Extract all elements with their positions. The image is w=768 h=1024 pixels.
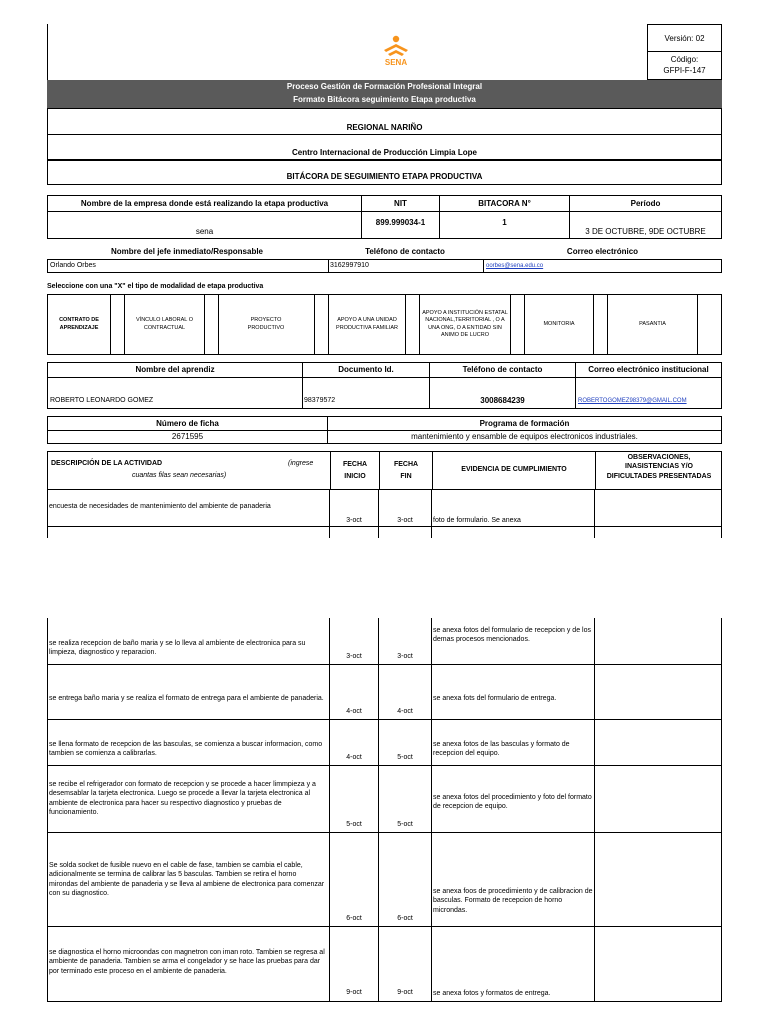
activity-end-date: 9-oct <box>397 989 413 996</box>
activity-end-date: 5-oct <box>397 754 413 761</box>
ficha-header: Número de ficha <box>156 419 219 428</box>
centro-row <box>47 134 722 160</box>
row1-sep-3 <box>431 490 432 538</box>
activities-header <box>47 451 722 490</box>
code-label: Código: <box>670 55 699 64</box>
modality-check-pasantia[interactable] <box>698 295 721 354</box>
bitacora-title: BITÁCORA DE SEGUIMIENTO ETAPA PRODUCTIVA <box>286 172 483 181</box>
act-h-sep-2 <box>379 452 380 489</box>
bitacora-number-value: 1 <box>502 218 507 227</box>
boss-email-link[interactable]: oorbes@sena.edu.co <box>486 263 544 269</box>
banner-line-2: Formato Bitácora seguimiento Etapa productiva <box>293 95 476 104</box>
period-header: Período <box>630 199 661 208</box>
apprentice-phone-header: Teléfono de contacto <box>462 365 543 374</box>
program-table <box>47 416 722 444</box>
centro-text: Centro Internacional de Producción Limpia Lope <box>292 148 477 157</box>
modality-option-proyecto: PROYECTO PRODUCTIVO <box>247 317 285 331</box>
modality-option-pasantia: PASANTIA <box>639 320 666 327</box>
activity-start-date: 5-oct <box>346 821 362 828</box>
activity-end-date: 5-oct <box>397 821 413 828</box>
activity-description: encuesta de necesidades de mantenimiento del ambiente de panaderia <box>49 503 271 510</box>
code-value: GFPI-F-147 <box>663 66 706 75</box>
activity-evidence: foto de formulario. Se anexa <box>433 517 521 524</box>
observations-header: OBSERVACIONES, INASISTENCIAS Y/O DIFICULTADES PRESENTADAS <box>606 454 712 480</box>
p2-row2-bottom <box>47 719 722 720</box>
end-date-header-2: FIN <box>400 473 412 480</box>
p2-sep-4 <box>594 618 595 1002</box>
p2-row4-bottom <box>47 832 722 833</box>
program-value: mantenimiento y ensamble de equipos electronicos industriales. <box>411 432 638 441</box>
modality-check-apoyo-familiar[interactable] <box>406 295 419 354</box>
modality-check-monitoria[interactable] <box>594 295 607 354</box>
row1-bottom <box>47 526 722 527</box>
activity-description: se llena formato de recepcion de las basculas, se comienza a buscar informacion, como tambien se comienza a calibrarlas. <box>49 741 323 758</box>
activity-start-date: 3-oct <box>346 517 362 524</box>
boss-phone-value: 3162997910 <box>330 262 369 269</box>
row1-sep-2 <box>378 490 379 538</box>
banner-line-1: Proceso Gestión de Formación Profesional Integral <box>286 82 483 91</box>
version-box <box>647 24 722 80</box>
activity-end-date: 3-oct <box>397 517 413 524</box>
activity-evidence: se anexa foos de procedimiento y de calibracion de basculas. Formato de recepcion de horno microndas. <box>433 888 593 914</box>
boss-email-header: Correo electrónico <box>566 247 639 256</box>
apprentice-email-link[interactable]: ROBERTOGOMEZ98379@GMAIL.COM <box>578 398 687 404</box>
sena-logo <box>376 34 416 68</box>
program-header: Programa de formación <box>479 419 570 428</box>
header-left-border <box>47 24 48 80</box>
activity-desc-note-a: (ingrese <box>288 460 314 467</box>
start-date-header-1: FECHA <box>342 461 368 468</box>
apprentice-name-value: ROBERTO LEONARDO GOMEZ <box>50 397 154 404</box>
modality-prompt: Seleccione con una "X" el tipo de modalidad de etapa productiva <box>47 283 264 290</box>
modality-option-monitoria: MONITORIA <box>543 320 575 327</box>
activity-end-date: 6-oct <box>397 915 413 922</box>
nit-value: 899.999034-1 <box>375 218 426 227</box>
activity-desc-note-b: cuantas filas sean necesarias) <box>132 472 227 479</box>
boss-sep-2 <box>483 260 484 272</box>
sena-logo-text: SENA <box>384 58 408 67</box>
p2-sep-2 <box>378 618 379 1002</box>
modality-check-vinculo[interactable] <box>205 295 218 354</box>
activity-start-date: 3-oct <box>346 653 362 660</box>
ficha-value: 2671595 <box>171 432 204 441</box>
activities-page2 <box>47 618 722 1002</box>
activity-end-date: 4-oct <box>397 708 413 715</box>
start-date-header-2: INICIO <box>344 473 366 480</box>
activity-evidence: se anexa fotos y formatos de entrega. <box>433 990 551 997</box>
p2-row5-bottom <box>47 926 722 927</box>
apprentice-name-header: Nombre del aprendiz <box>135 365 215 374</box>
regional-text: REGIONAL NARIÑO <box>346 123 423 132</box>
regional-row <box>47 108 722 135</box>
process-banner <box>47 80 722 108</box>
p2-row3-bottom <box>47 765 722 766</box>
p2-border-right <box>721 618 722 1002</box>
p2-sep-3 <box>431 618 432 1002</box>
activity-description: se diagnostica el horno microondas con magnetron con iman roto. Tambien se regresa al ambiente de panaderia. Tambien se arma el congelador y se hace las pruebas para dar por terminado este proceso en el ambiente de panaderia. <box>49 949 325 975</box>
row1-sep-1 <box>329 490 330 538</box>
boss-phone-header: Teléfono de contacto <box>365 247 445 256</box>
company-name-header: Nombre de la empresa donde está realizando la etapa productiva <box>80 199 329 208</box>
modality-option-apoyo-institucion: APOYO A INSTITUCIÓN ESTATAL NACIONAL,TERRITORIAL , O A UNA ONG, O A ENTIDAD SIN ANIMO DE LUCRO <box>422 310 508 338</box>
bitacora-number-header: BITACORA N° <box>478 199 531 208</box>
nit-header: NIT <box>394 199 407 208</box>
p2-border-left <box>47 618 48 1002</box>
apprentice-doc-value: 98379572 <box>304 397 336 404</box>
p2-row6-bottom <box>47 1001 722 1002</box>
activity-row <box>47 490 722 538</box>
activity-evidence: se anexa fotos del formulario de recepcion y de los demas procesos mencionados. <box>433 627 591 644</box>
activity-end-date: 3-oct <box>397 653 413 660</box>
act-h-sep-4 <box>595 452 596 489</box>
modality-check-proyecto[interactable] <box>315 295 328 354</box>
company-name-value: sena <box>195 227 214 236</box>
modality-option-vinculo: VÍNCULO LABORAL O CONTRACTUAL <box>136 317 193 331</box>
activity-description: se entrega baño maria y se realiza el formato de entrega para el ambiente de panaderia. <box>49 695 324 702</box>
apprentice-table <box>47 362 722 409</box>
boss-name-header: Nombre del jefe inmediato/Responsable <box>110 247 264 256</box>
activity-evidence: se anexa fotos del procedimiento y foto del formato de recepcion de equipo. <box>433 794 592 811</box>
bitacora-title-row <box>47 160 722 185</box>
activity-description: se recibe el refrigerador con formato de recepcion y se procede a hacer limmpieza y a desemsablar la tarjeta electronica. Luego se procede a llevar la tarjeta electronica al ambiente de electronica para hacer su respectivo diagnostico y pruebas de funcionamiento. <box>49 781 316 817</box>
apprentice-phone-value: 3008684239 <box>480 396 525 405</box>
apprentice-email-header: Correo electrónico institucional <box>588 365 709 374</box>
mod-sep-4 <box>218 295 219 354</box>
modality-check-contrato[interactable] <box>111 295 124 354</box>
program-header-line <box>48 430 721 431</box>
row1-border-right <box>721 490 722 538</box>
activity-description: se realiza recepcion de baño maria y se lo lleva al ambiente de electronica para su limpieza, diagnostico y reparacion. <box>49 640 306 657</box>
end-date-header-1: FECHA <box>393 461 419 468</box>
period-value: 3 DE OCTUBRE, 9DE OCTUBRE <box>585 227 706 236</box>
activity-start-date: 4-oct <box>346 708 362 715</box>
boss-sep-1 <box>328 260 329 272</box>
boss-row <box>47 259 722 273</box>
modality-option-contrato: CONTRATO DE APRENDIZAJE <box>59 317 99 331</box>
modality-table <box>47 294 722 355</box>
p2-sep-1 <box>329 618 330 1002</box>
row1-sep-4 <box>594 490 595 538</box>
p2-row1-bottom <box>47 664 722 665</box>
activity-start-date: 4-oct <box>346 754 362 761</box>
boss-name-value: Orlando Orbes <box>50 262 96 269</box>
company-table <box>47 195 722 239</box>
row1-border-left <box>47 490 48 538</box>
activity-description: Se solda socket de fusible nuevo en el cable de fase, tambien se cambia el cable, adicionalmente se termina de calibrar las 5 basculas. Tambien se retira el horno mirondas del ambiente de panaderia y se lleva al ambiene de electronica para comenzar con su diagnostico. <box>49 862 325 898</box>
evidence-header: EVIDENCIA DE CUMPLIMIENTO <box>461 466 567 473</box>
apprentice-doc-header: Documento Id. <box>338 365 394 374</box>
activity-start-date: 6-oct <box>346 915 362 922</box>
activity-evidence: se anexa fotos de las basculas y formato de recepcion del equipo. <box>433 741 570 758</box>
activity-start-date: 9-oct <box>346 989 362 996</box>
modality-option-apoyo-familiar: APOYO A UNA UNIDAD PRODUCTIVA FAMILIAR <box>336 317 398 331</box>
apprentice-header-line <box>48 377 721 378</box>
version-label: Versión: 02 <box>648 25 721 52</box>
modality-check-apoyo-institucion[interactable] <box>511 295 524 354</box>
activity-evidence: se anexa fots del formulario de entrega. <box>433 695 557 702</box>
company-header-line <box>48 211 721 212</box>
activity-desc-header: DESCRIPCIÓN DE LA ACTIVIDAD <box>51 460 163 467</box>
act-h-sep-1 <box>330 452 331 489</box>
